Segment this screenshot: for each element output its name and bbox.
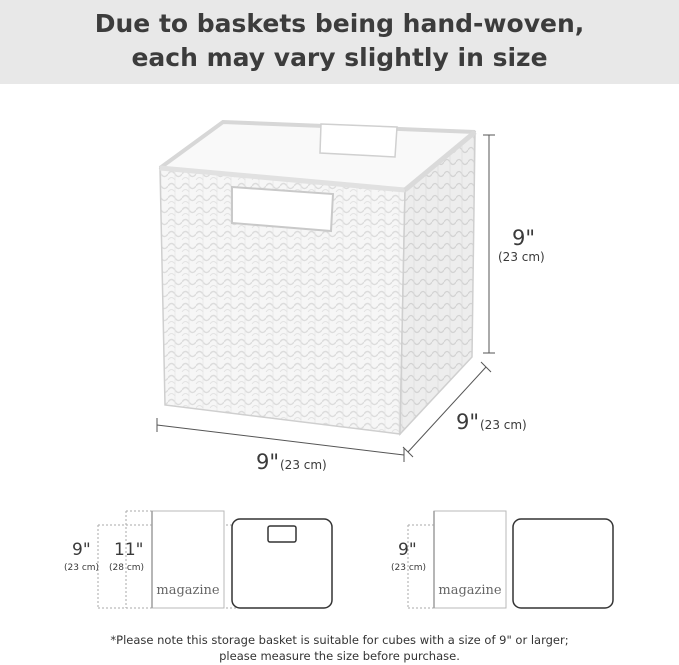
basket-front-icon [513, 519, 613, 608]
banner-line-1: Due to baskets being hand-woven, [94, 9, 585, 38]
right-height-9-cm: (23 cm) [391, 563, 427, 573]
height-cm: (23 cm) [498, 250, 545, 264]
right-height-9-inches: 9" [398, 540, 417, 560]
basket-illustration [160, 122, 475, 434]
depth-cm: (23 cm) [480, 418, 527, 432]
width-cm: (23 cm) [280, 458, 327, 472]
left-height-11-cm: (28 cm) [109, 563, 145, 573]
left-height-9-inches: 9" [72, 540, 91, 560]
height-dimension [483, 135, 545, 353]
front-handle-icon [232, 187, 333, 231]
left-height-11-inches: 11" [114, 540, 144, 560]
back-handle-icon [320, 124, 397, 157]
magazine-label: magazine [438, 583, 502, 598]
banner-line-2: each may vary slightly in size [131, 43, 548, 72]
height-inches: 9" [512, 226, 536, 250]
depth-inches: 9" [456, 410, 480, 434]
width-inches: 9" [256, 450, 280, 474]
magazine-label: magazine [156, 583, 220, 598]
diagram-fits-11in-cube [64, 511, 332, 608]
left-height-9-cm: (23 cm) [64, 563, 100, 573]
handle-icon [268, 526, 296, 542]
diagram-fits-9in-cube [391, 511, 613, 608]
footnote-line-1: *Please note this storage basket is suitable for cubes with a size of 9" or larger; [110, 633, 569, 647]
footnote-line-2: please measure the size before purchase. [219, 649, 460, 663]
